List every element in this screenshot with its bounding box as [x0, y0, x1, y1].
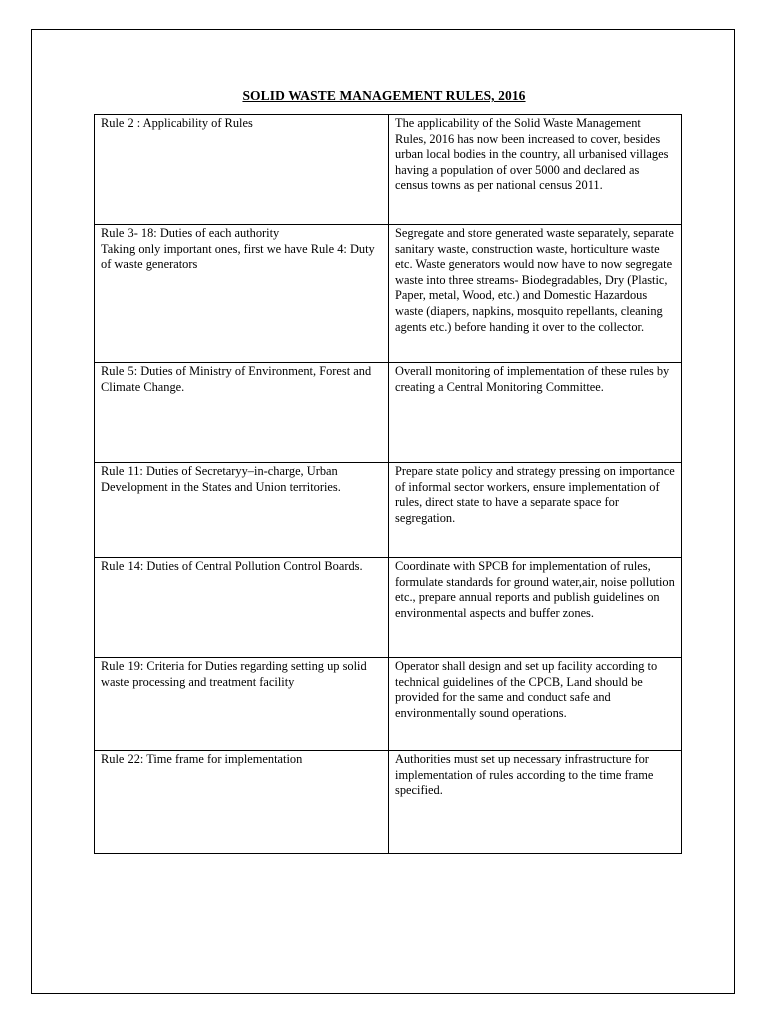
description-cell: Prepare state policy and strategy pressing on importance of informal sector workers, ensure implementation of rules, direct state to have a separate space for segregation.: [389, 463, 682, 558]
description-cell: Overall monitoring of implementation of these rules by creating a Central Monitoring Committee.: [389, 363, 682, 463]
table-row: [95, 363, 682, 463]
table-row: [95, 658, 682, 751]
table-row: [95, 751, 682, 854]
table-row: [95, 225, 682, 363]
description-cell: Segregate and store generated waste separately, separate sanitary waste, construction waste, horticulture waste etc. Waste generators would now have to now segregate waste into three streams- Biodegradables, Dry (Plastic, Paper, metal, Wood, etc.) and Domestic Hazardous waste (diapers, napkins, mosquito repellants, cleaning agents etc.) before handing it over to the collector.: [389, 225, 682, 363]
rule-cell: Rule 14: Duties of Central Pollution Control Boards.: [95, 558, 389, 658]
rule-cell: Rule 5: Duties of Ministry of Environment, Forest and Climate Change.: [95, 363, 389, 463]
description-cell: Coordinate with SPCB for implementation of rules, formulate standards for ground water,air, noise pollution etc., prepare annual reports and publish guidelines on environmental aspects and buffer zones.: [389, 558, 682, 658]
table-row: [95, 115, 682, 225]
description-cell: Operator shall design and set up facility according to technical guidelines of the CPCB, Land should be provided for the same and conduct safe and environmentally sound operations.: [389, 658, 682, 751]
description-cell: Authorities must set up necessary infrastructure for implementation of rules according to the time frame specified.: [389, 751, 682, 854]
table-row: [95, 558, 682, 658]
rule-cell: Rule 19: Criteria for Duties regarding setting up solid waste processing and treatment facility: [95, 658, 389, 751]
rule-cell: Rule 2 : Applicability of Rules: [95, 115, 389, 225]
rule-cell: Rule 3- 18: Duties of each authority Taking only important ones, first we have Rule 4: Duty of waste generators: [95, 225, 389, 363]
rules-table: [94, 114, 682, 854]
document-title: SOLID WASTE MANAGEMENT RULES, 2016: [242, 88, 526, 103]
document-page: [31, 29, 735, 994]
table-row: [95, 463, 682, 558]
rule-cell: Rule 11: Duties of Secretaryy–in-charge, Urban Development in the States and Union territories.: [95, 463, 389, 558]
rule-cell: Rule 22: Time frame for implementation: [95, 751, 389, 854]
description-cell: The applicability of the Solid Waste Management Rules, 2016 has now been increased to cover, besides urban local bodies in the country, all urbanised villages having a population of over 5000 and declared as census towns as per national census 2011.: [389, 115, 682, 225]
